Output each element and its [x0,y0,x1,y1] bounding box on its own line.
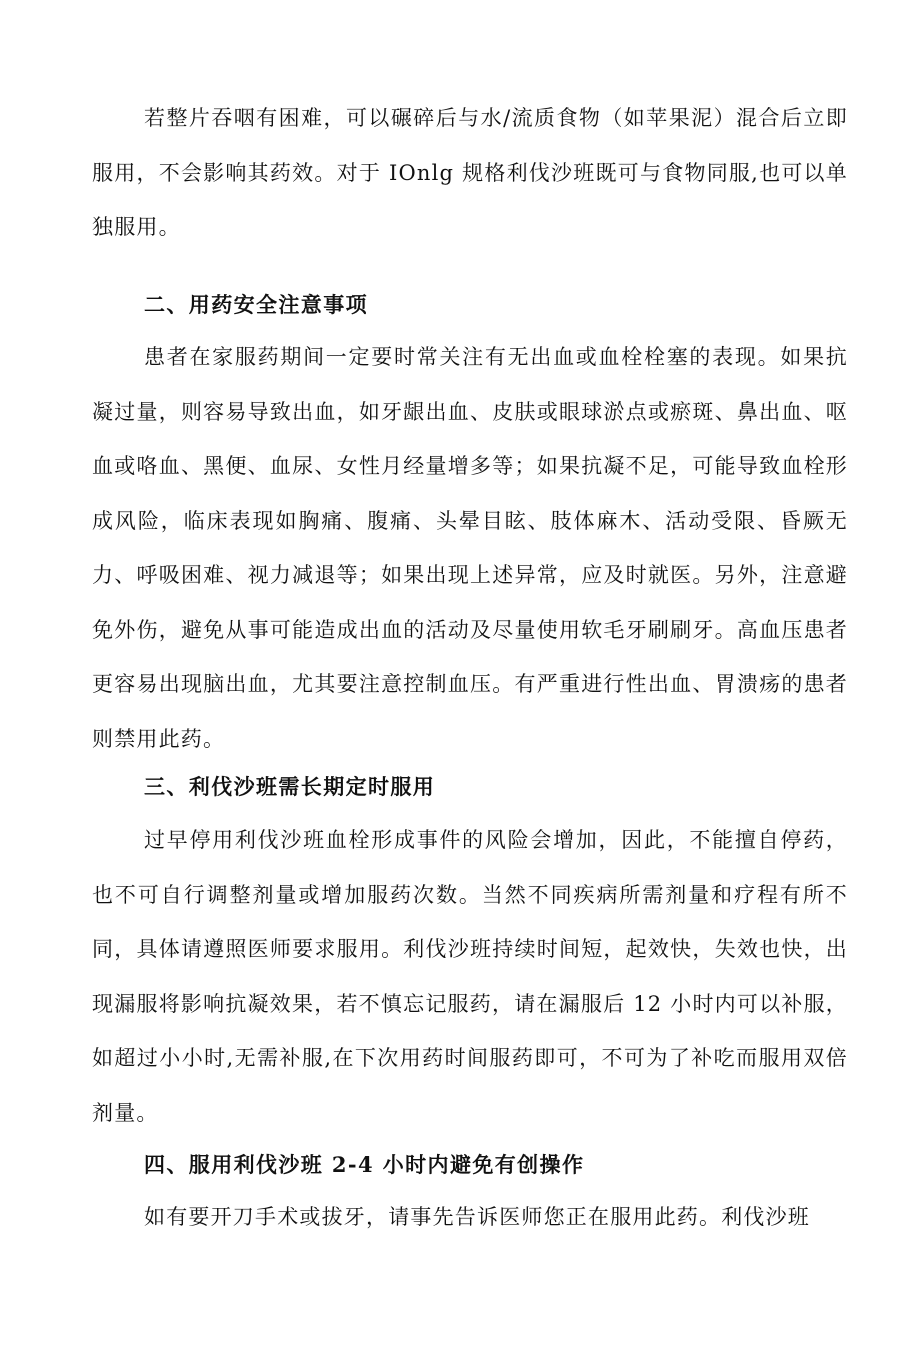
paragraph-bleeding-thrombosis-signs: 患者在家服药期间一定要时常关注有无出血或血栓栓塞的表现。如果抗凝过量，则容易导致出血，如牙龈出血、皮肤或眼球淤点或瘀斑、鼻出血、呕血或咯血、黑便、血尿、女性月经量增多等；如果抗凝不足，可能导致血栓形成风险，临床表现如胸痛、腹痛、头晕目眩、肢体麻木、活动受限、昏厥无力、呼吸困难、视力减退等；如果出现上述异常，应及时就医。另外，注意避免外伤，避免从事可能造成出血的活动及尽量使用软毛牙刷刷牙。高血压患者更容易出现脑出血，尤其要注意控制血压。有严重进行性出血、胃溃疡的患者则禁用此药。 [92,345,848,751]
heading-long-term-dosing: 三、利伐沙班需长期定时服用 [144,774,436,799]
heading-medication-safety: 二、用药安全注意事项 [144,292,368,317]
paragraph-crushing-tablets: 若整片吞咽有困难，可以碾碎后与水/流质食物（如苹果泥）混合后立即服用，不会影响其药效。对于 IOnlg 规格利伐沙班既可与食物同服,也可以单独服用。 [92,106,848,239]
heading-invasive-procedures: 四、服用利伐沙班 2-4 小时内避免有创操作 [144,1152,585,1177]
paragraph-missed-dose: 过早停用利伐沙班血栓形成事件的风险会增加，因此，不能擅自停药，也不可自行调整剂量或增加服药次数。当然不同疾病所需剂量和疗程有所不同，具体请遵照医师要求服用。利伐沙班持续时间短，起效快，失效也快，出现漏服将影响抗凝效果，若不慎忘记服药，请在漏服后 12 小时内可以补服，如超过小小时,无需补服,在下次用药时间服药即可，不可为了补吃而服用双倍剂量。 [92,828,848,1125]
paragraph-surgery-notice: 如有要开刀手术或拔牙，请事先告诉医师您正在服用此药。利伐沙班 [144,1205,810,1229]
